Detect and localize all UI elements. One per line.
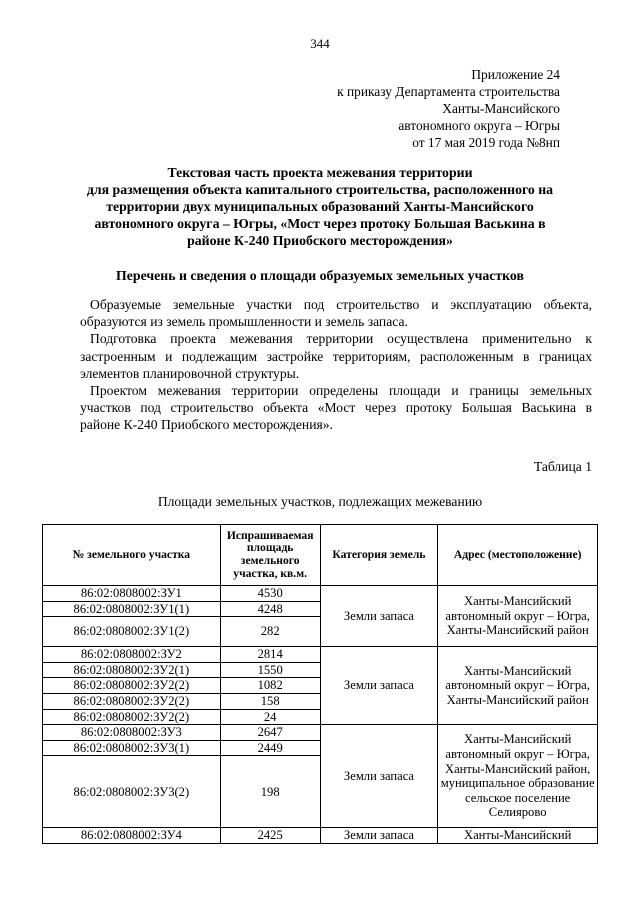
area-cell: 2425 <box>220 828 320 844</box>
address-cell: Ханты-Мансийский автономный округ – Югра, Ханты-Мансийский район, муниципальное образование сельское поселение Селиярово <box>438 725 598 828</box>
area-cell: 282 <box>220 617 320 647</box>
title-line: для размещения объекта капитального строительства, расположенного на <box>86 182 554 197</box>
parcel-cell: 86:02:0808002:ЗУ1 <box>43 586 221 602</box>
appendix-line: автономного округа – Югры <box>398 118 560 133</box>
parcel-cell: 86:02:0808002:ЗУ2(2) <box>43 693 221 709</box>
body-text <box>80 296 592 434</box>
area-cell: 2814 <box>220 647 320 663</box>
category-cell: Земли запаса <box>320 586 438 647</box>
appendix-line: Приложение 24 <box>471 67 560 82</box>
parcel-cell: 86:02:0808002:ЗУ2(2) <box>43 678 221 694</box>
title-line: районе К-240 Приобского месторождения» <box>187 233 453 248</box>
area-cell: 158 <box>220 693 320 709</box>
text-line: Проектом межевания территории определены площади и границы земельных <box>90 383 592 399</box>
address-cell: Ханты-Мансийский автономный округ – Югра, Ханты-Мансийский район <box>438 586 598 647</box>
text-line: Образуемые земельные участки под строительство и эксплуатацию объекта, <box>90 297 592 312</box>
header-parcel: № земельного участка <box>43 525 221 586</box>
parcel-cell: 86:02:0808002:ЗУ1(1) <box>43 601 221 617</box>
area-cell: 24 <box>220 709 320 725</box>
address-cell: Ханты-Мансийский автономный округ – Югра, Ханты-Мансийский район <box>438 647 598 725</box>
text-line: участков под строительство объекта «Мост через протоку Большая Васькина в <box>80 400 592 416</box>
parcel-cell: 86:02:0808002:ЗУ1(2) <box>43 617 221 647</box>
title-line: территории двух муниципальных образований Ханты-Мансийского <box>106 199 534 214</box>
header-area: Испрашиваемая площадь земельного участка, кв.м. <box>220 525 320 586</box>
table-row <box>43 586 598 602</box>
parcel-cell: 86:02:0808002:ЗУ3 <box>43 725 221 741</box>
parcels-table <box>42 524 598 844</box>
area-cell: 2647 <box>220 725 320 741</box>
text-line: элементов планировочной структуры. <box>80 365 300 381</box>
parcel-cell: 86:02:0808002:ЗУ2(2) <box>43 709 221 725</box>
paragraph <box>80 330 592 382</box>
document-title <box>60 164 580 249</box>
text-line: районе К-240 Приобского месторождения». <box>80 417 333 433</box>
page-number: 344 <box>310 36 330 51</box>
table-row <box>43 725 598 741</box>
parcel-cell: 86:02:0808002:ЗУ4 <box>43 828 221 844</box>
area-cell: 1082 <box>220 678 320 694</box>
table-row <box>43 828 598 844</box>
header-address: Адрес (местоположение) <box>438 525 598 586</box>
area-cell: 4530 <box>220 586 320 602</box>
appendix-line: к приказу Департамента строительства <box>337 84 560 99</box>
title-line: автономного округа – Югры, «Мост через протоку Большая Васькина в <box>94 216 546 231</box>
area-cell: 2449 <box>220 740 320 756</box>
parcel-cell: 86:02:0808002:ЗУ3(2) <box>43 756 221 828</box>
area-cell: 198 <box>220 756 320 828</box>
category-cell: Земли запаса <box>320 828 438 844</box>
table-header-row <box>43 525 598 586</box>
category-cell: Земли запаса <box>320 647 438 725</box>
text-line: образуются из земель промышленности и земель запаса. <box>80 314 408 330</box>
text-line: застроенным и подлежащим застройке территориям, расположенным в границах <box>80 348 592 364</box>
header-category: Категория земель <box>320 525 438 586</box>
parcel-cell: 86:02:0808002:ЗУ2 <box>43 647 221 663</box>
table-row <box>43 647 598 663</box>
appendix-header <box>337 66 560 151</box>
area-cell: 4248 <box>220 601 320 617</box>
parcel-cell: 86:02:0808002:ЗУ3(1) <box>43 740 221 756</box>
address-cell: Ханты-Мансийский <box>438 828 598 844</box>
paragraph <box>80 382 592 434</box>
category-cell: Земли запаса <box>320 725 438 828</box>
table-caption: Площади земельных участков, подлежащих межеванию <box>157 494 483 509</box>
table-label: Таблица 1 <box>533 459 592 474</box>
parcel-cell: 86:02:0808002:ЗУ2(1) <box>43 662 221 678</box>
text-line: Подготовка проекта межевания территории осуществлена применительно к <box>90 331 592 347</box>
title-line: Текстовая часть проекта межевания территории <box>167 165 473 180</box>
section-heading: Перечень и сведения о площади образуемых земельных участков <box>116 268 524 283</box>
area-cell: 1550 <box>220 662 320 678</box>
appendix-line: от 17 мая 2019 года №8нп <box>412 135 560 150</box>
appendix-line: Ханты-Мансийского <box>442 101 560 116</box>
paragraph <box>80 296 592 330</box>
